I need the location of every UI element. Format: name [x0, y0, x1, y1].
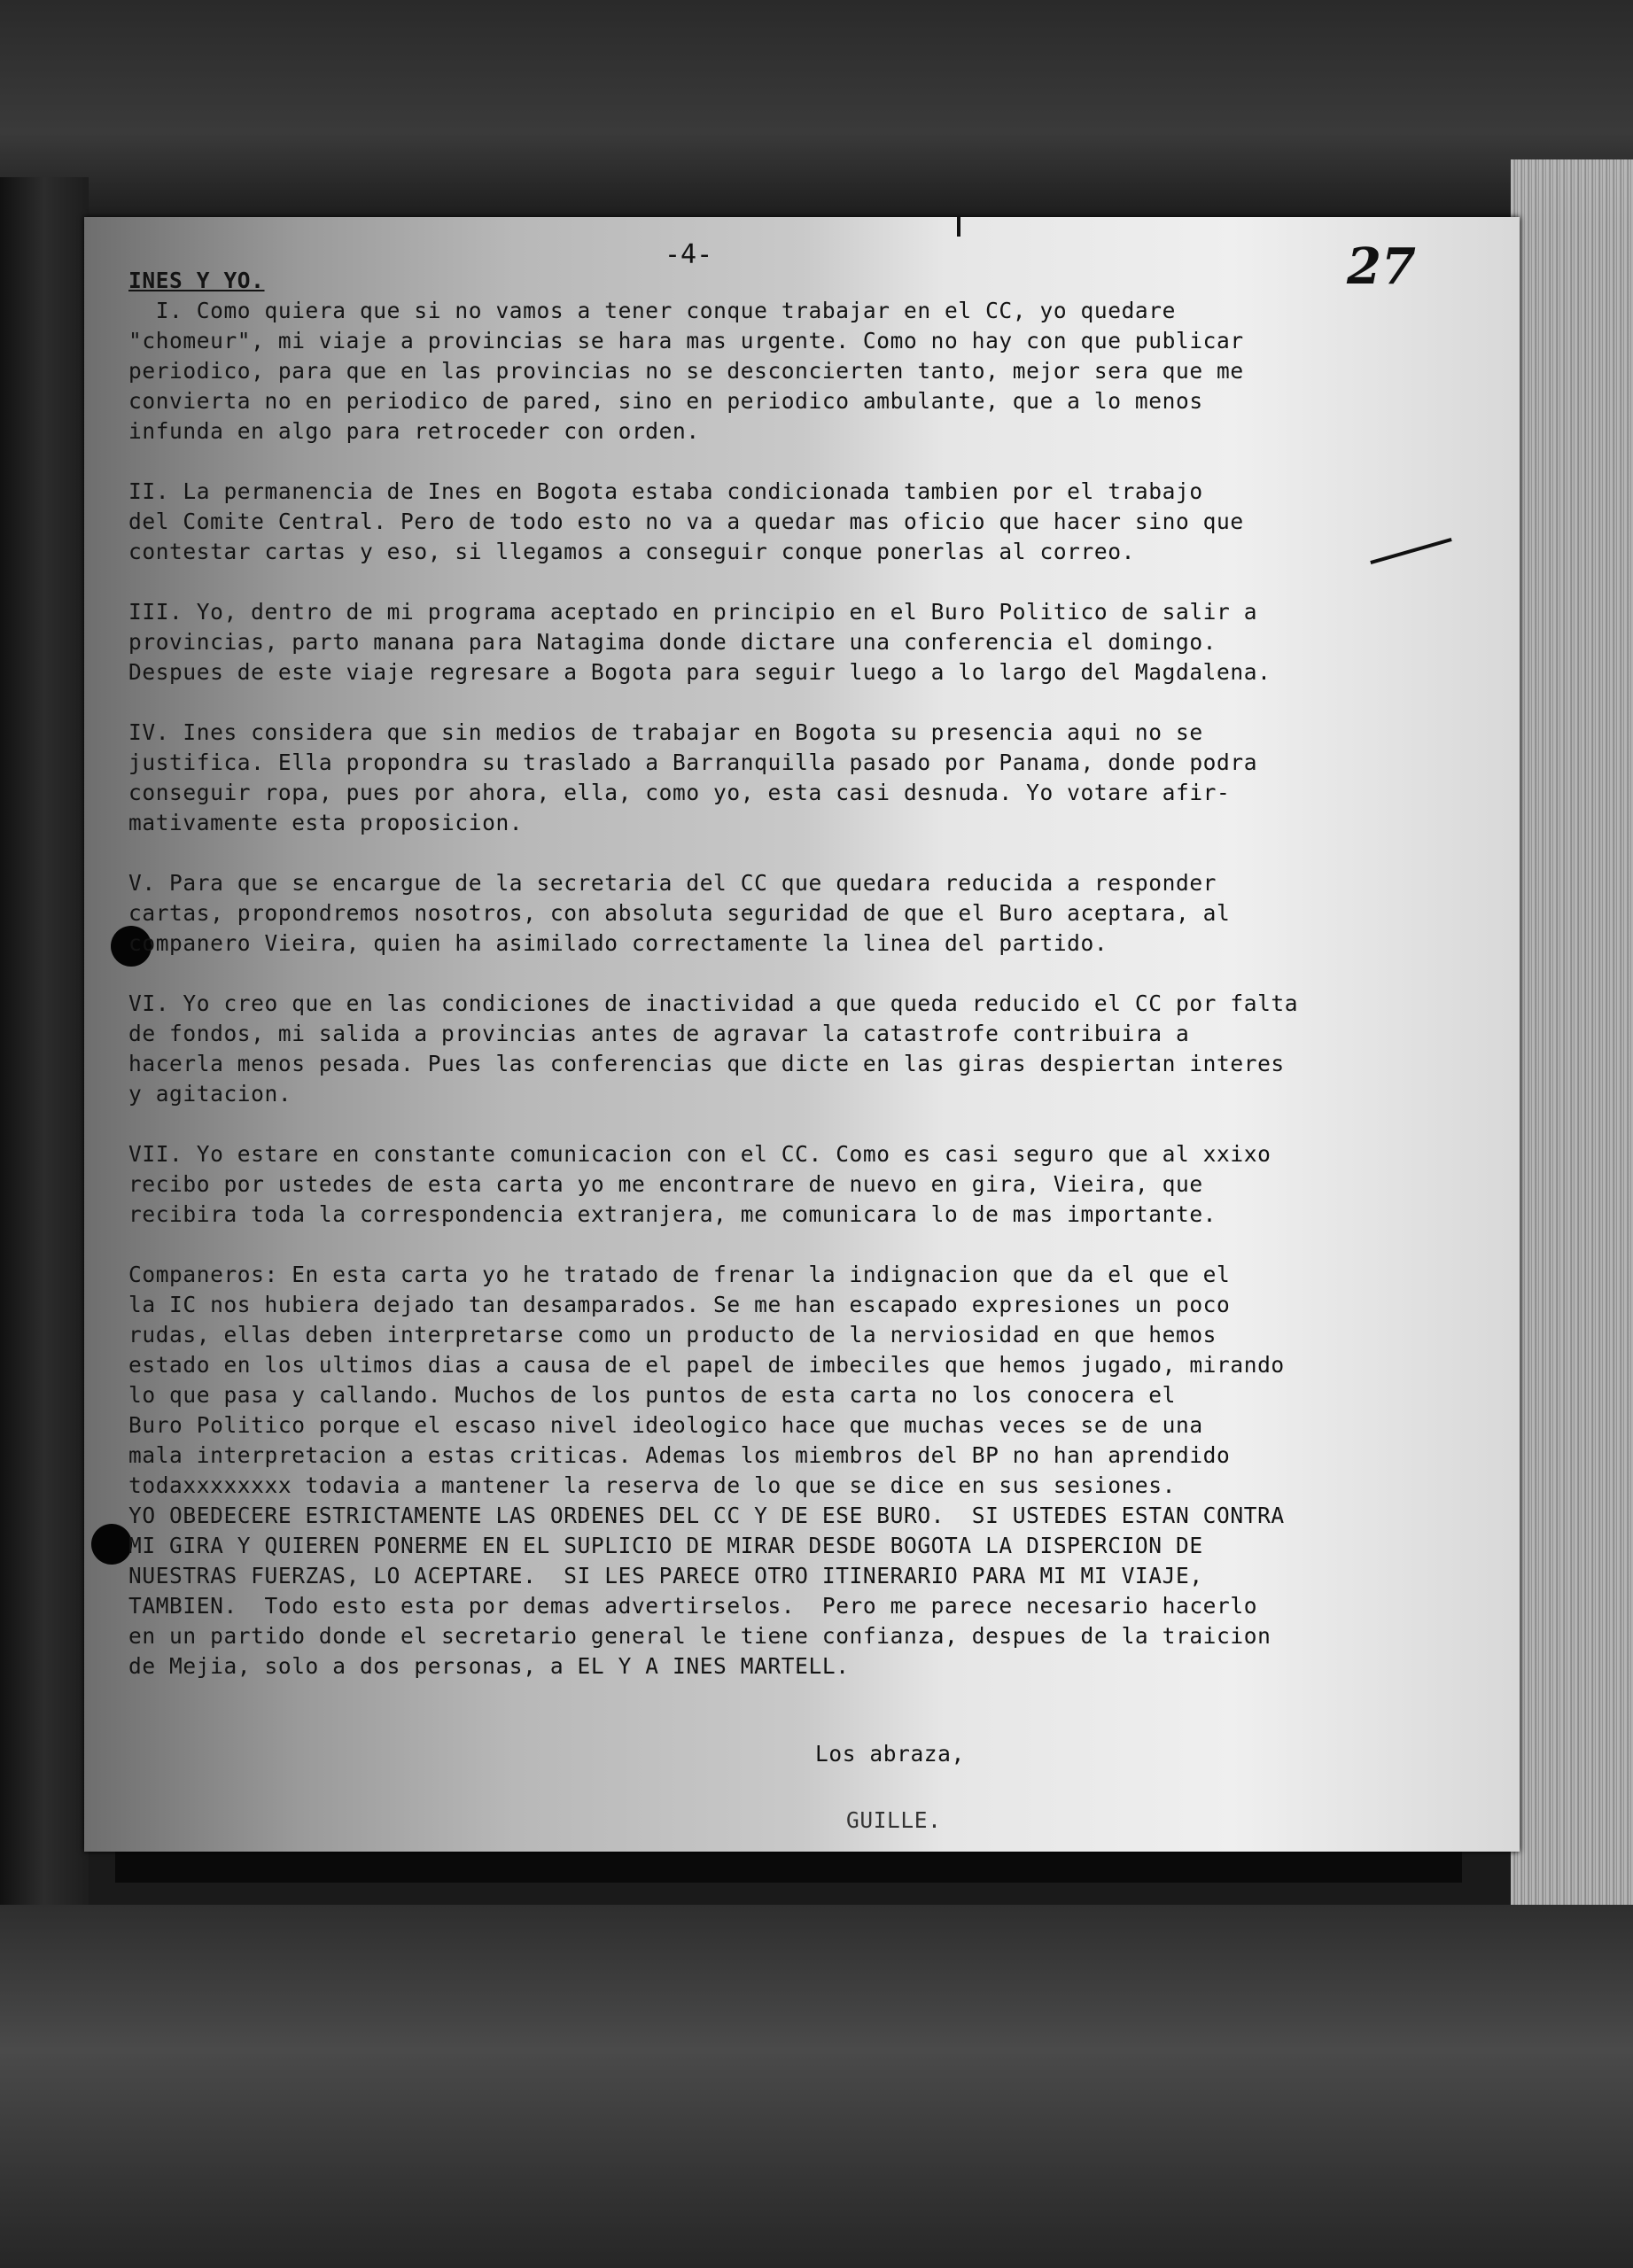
paragraph-v: V. Para que se encargue de la secretaria del CC que quedara reducida a responder cartas, propondremos nosotros, con absoluta seguridad de que el Buro aceptara, al companero Vieira, quien ha asimilado correctamente la linea del partido.: [128, 870, 1231, 956]
section-heading: INES Y YO.: [128, 268, 265, 293]
signature: GUILLE.: [846, 1807, 942, 1833]
microfilm-bottom-margin: [0, 1905, 1633, 2268]
page-number: -4-: [665, 239, 713, 270]
closing-salutation: Los abraza,: [815, 1741, 965, 1767]
punch-hole: [91, 1524, 132, 1565]
paragraph-vi: VI. Yo creo que en las condiciones de inactividad a que queda reducido el CC por falta de fondos, mi salida a provincias antes de agravar la catastrofe contribuira a hacerla menos pesada. Pues las conferencias que dicte en las giras despiertan interes y agitacion.: [128, 990, 1299, 1107]
paragraph-iv: IV. Ines considera que sin medios de trabajar en Bogota su presencia aqui no se justifica. Ella propondra su traslado a Barranquilla pasado por Panama, donde podra conseguir ropa, pues por ahora, ella, como yo, esta casi desnuda. Yo votare afir- mativamente esta proposicion.: [128, 719, 1258, 835]
handwritten-folio-number: 27: [1347, 237, 1416, 296]
paragraph-iii: III. Yo, dentro de mi programa aceptado en principio en el Buro Politico de salir a provincias, parto manana para Natagima donde dictare una conferencia el domingo. Despues de este viaje regresare a Bogota para seguir luego a lo largo del Magdalena.: [128, 599, 1271, 685]
paragraph-vii: VII. Yo estare en constante comunicacion con el CC. Como es casi seguro que al xxixo recibo por ustedes de esta carta yo me encontrare de nuevo en gira, Vieira, que recibira toda la correspondencia extranjera, me comunicara lo de mas importante.: [128, 1141, 1271, 1227]
letter-body: [128, 266, 1458, 1682]
obedience-statement: YO OBEDECERE ESTRICTAMENTE LAS ORDENES DEL CC Y DE ESE BURO. SI USTEDES ESTAN CONTRA MI GIRA Y QUIEREN PONERME EN EL SUPLICIO DE MIRAR DESDE BOGOTA LA DISPERCION DE NUESTRAS FUERZAS, LO ACEPTARE. SI LES PARECE OTRO ITINERARIO PARA MI MI VIAJE, TAMBIEN. Todo esto esta por demas advertirselos. Pero me parece necesario hacerlo en un partido donde el secretario general le tiene confianza, despues de la traicion de Mejia, solo a dos personas, a EL Y A INES MARTELL.: [128, 1503, 1285, 1679]
top-tick-mark: [957, 217, 960, 237]
closing-paragraph: Companeros: En esta carta yo he tratado de frenar la indignacion que da el que el la IC nos hubiera dejado tan desamparados. Se me han escapado expresiones un poco rudas, ellas deben interpretarse como un producto de la nerviosidad en que hemos estado en los ultimos dias a causa de el papel de imbeciles que hemos jugado, mirando lo que pasa y callando. Muchos de los puntos de esta carta no los conocera el Buro Politico porque el escaso nivel ideologico hace que muchas veces se de una mala interpretacion a estas criticas. Ademas los miembros del BP no han aprendido todaxxxxxxxx todavia a mantener la reserva de lo que se dice en sus sesiones.: [128, 1262, 1285, 1498]
microfilm-top-margin: [0, 0, 1633, 221]
paragraph-ii: II. La permanencia de Ines en Bogota estaba condicionada tambien por el trabajo del Comite Central. Pero de todo esto no va a quedar mas oficio que hacer sino que contestar cartas y eso, si llegamos a conseguir conque ponerlas al correo.: [128, 478, 1244, 564]
paragraph-i: I. Como quiera que si no vamos a tener conque trabajar en el CC, yo quedare "chomeur", mi viaje a provincias se hara mas urgente. Como no hay con que publicar periodico, para que en las provincias no se desconcierten tanto, mejor sera que me convierta no en periodico de pared, sino en periodico ambulante, que a lo menos infunda en algo para retroceder con orden.: [128, 298, 1244, 444]
page-bottom-shadow: [115, 1847, 1462, 1883]
